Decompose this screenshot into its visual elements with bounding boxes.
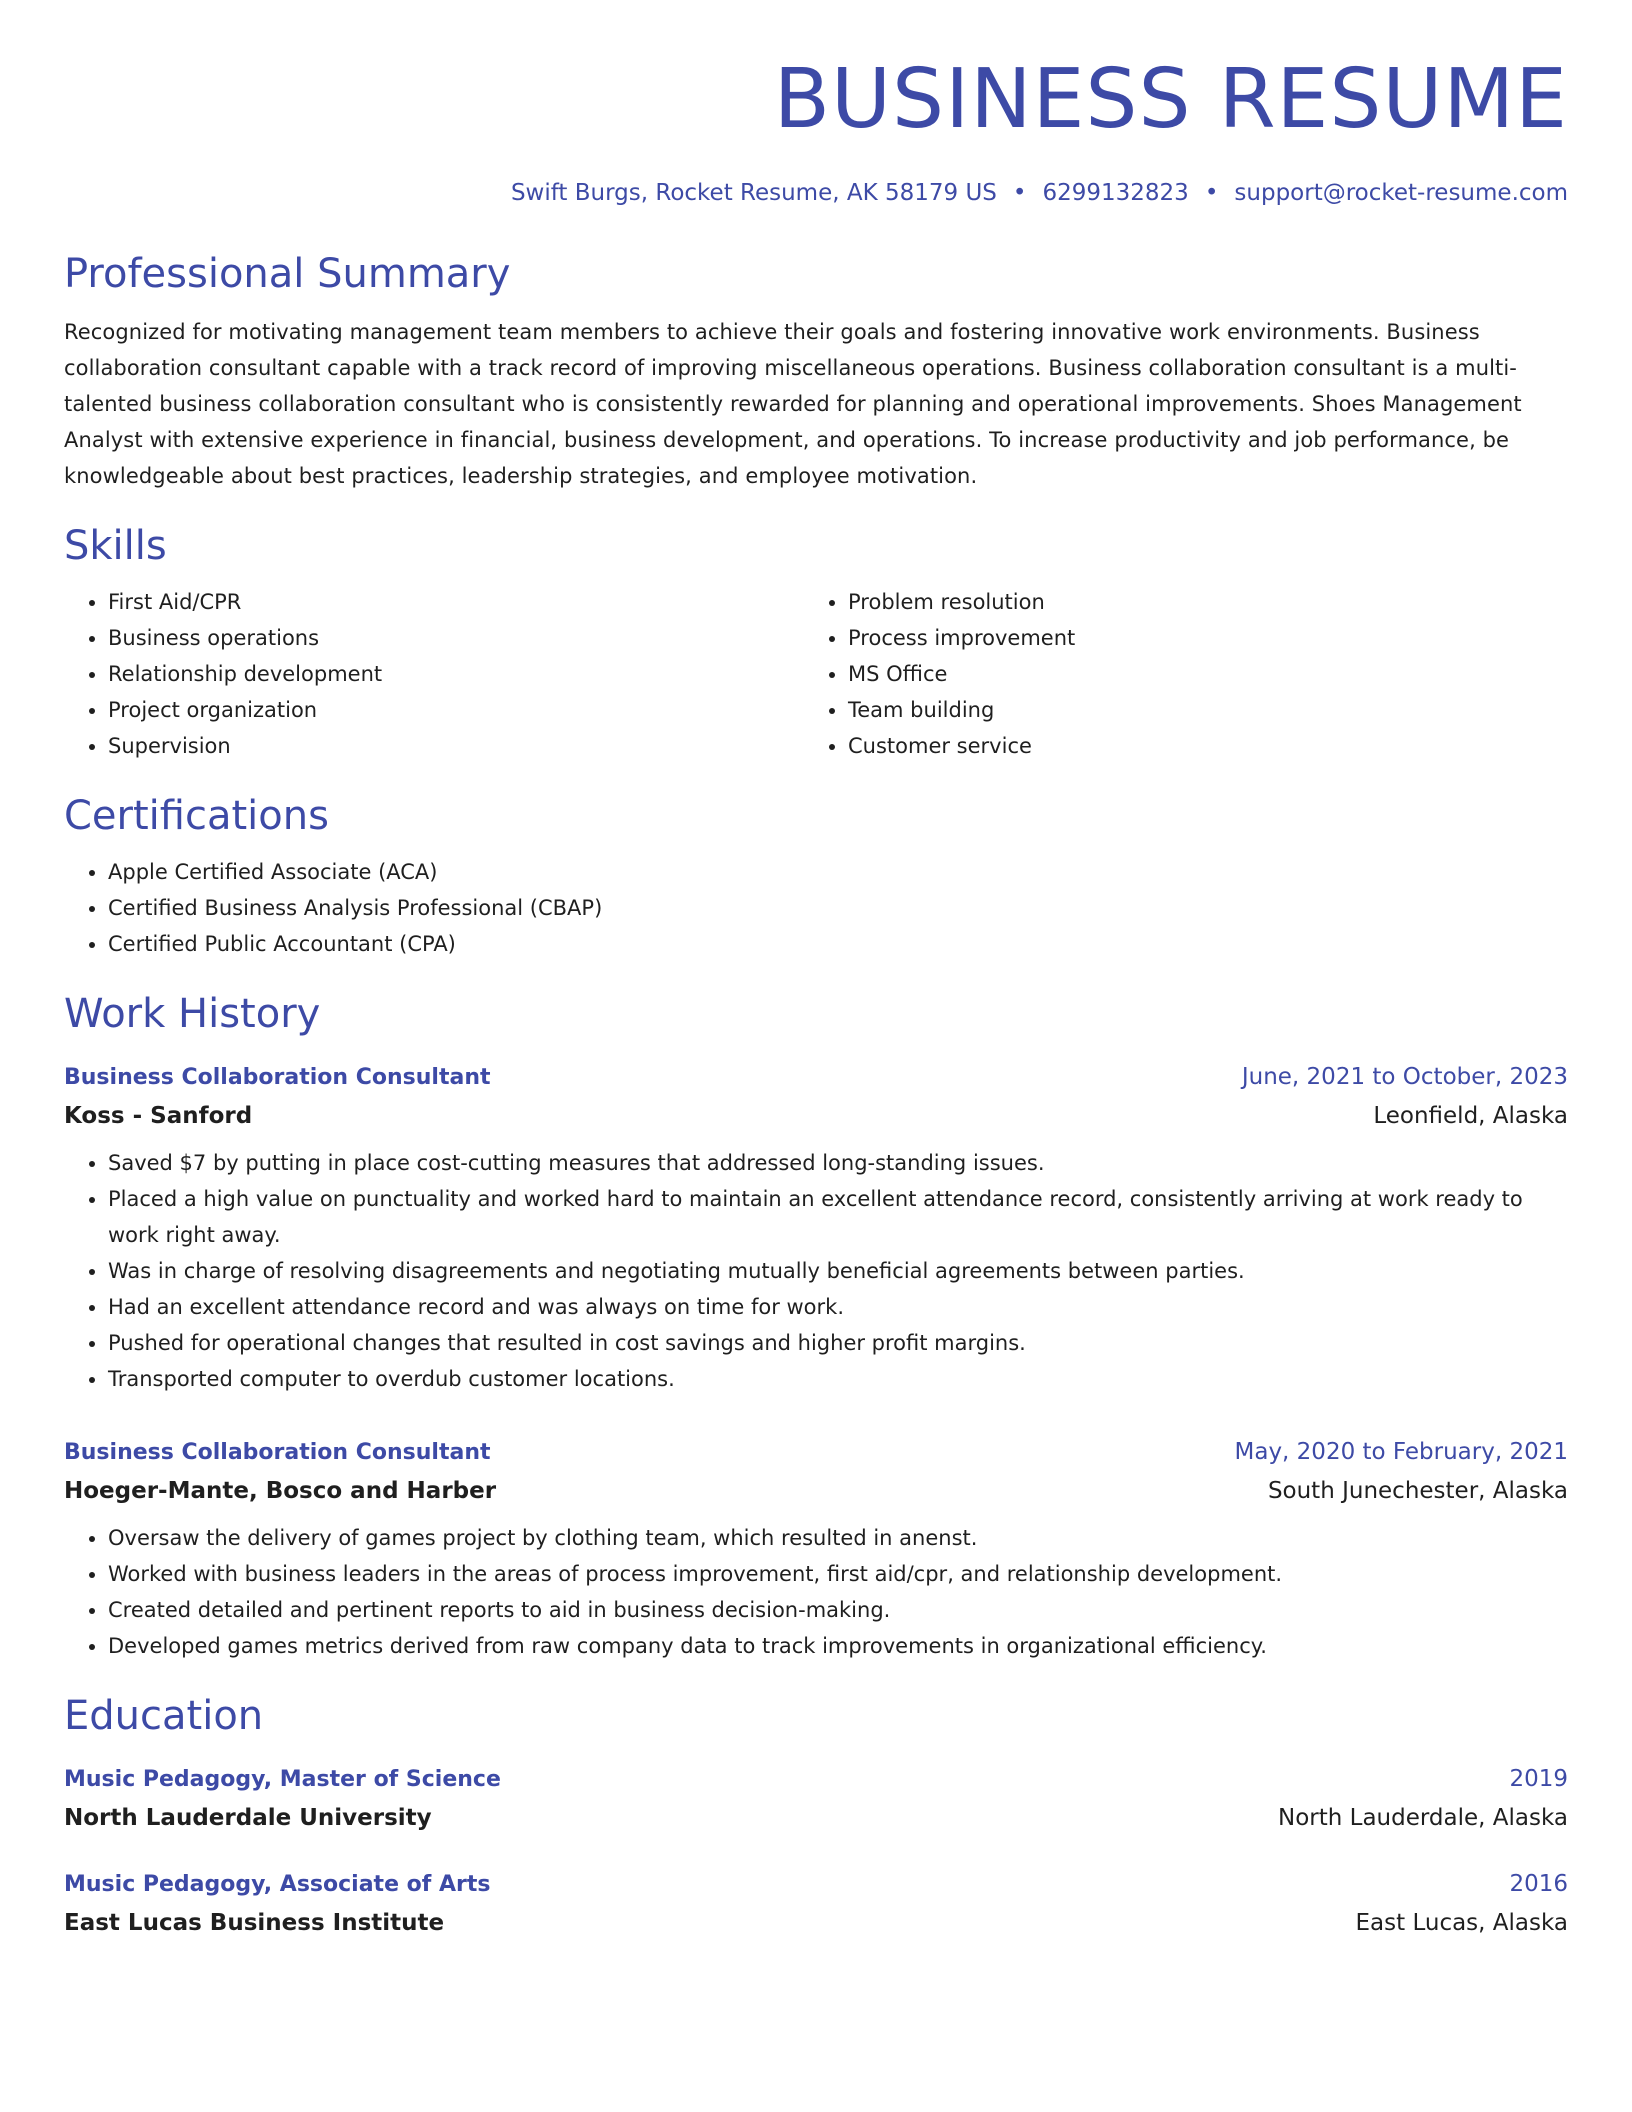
skill-item: • MS Office	[848, 656, 1568, 692]
education-year: 2016	[1509, 1871, 1568, 1897]
education-entry	[64, 1764, 1568, 1833]
certifications-section	[64, 792, 1568, 962]
job-title: Business Collaboration Consultant	[64, 1065, 491, 1090]
education-school-row	[64, 1795, 1568, 1833]
job-dates: June, 2021 to October, 2023	[1241, 1064, 1568, 1090]
education-school: North Lauderdale University	[64, 1805, 432, 1831]
job-bullets	[64, 1145, 1568, 1397]
summary-text: Recognized for motivating management team members to achieve their goals and fostering innovative work environments. Business collaboration consultant capable with a track record of improving miscellaneous operations. Business collaboration consultant is a multi-talented business collaboration consultant who is consistently rewarded for planning and operational improvements. Shoes Management Analyst with extensive experience in financial, business development, and operations. To increase productivity and job performance, be knowledgeable about best practices, leadership strategies, and employee motivation.	[64, 320, 1522, 488]
job-location: Leonfield, Alaska	[1373, 1103, 1568, 1129]
certification-item: • Certified Business Analysis Professional (CBAP)	[108, 890, 1568, 926]
job-entry	[64, 1437, 1568, 1664]
job-title: Business Collaboration Consultant	[64, 1440, 491, 1465]
certifications-heading: Certifications	[64, 793, 329, 839]
job-bullet: • Developed games metrics derived from raw company data to track improvements in organizational efficiency.	[108, 1628, 1568, 1664]
job-bullet: • Had an excellent attendance record and was always on time for work.	[108, 1289, 1568, 1325]
education-location: North Lauderdale, Alaska	[1278, 1805, 1568, 1831]
job-bullet: • Created detailed and pertinent reports to aid in business decision-making.	[108, 1592, 1568, 1628]
skill-item: • Process improvement	[848, 620, 1568, 656]
education-degree: Music Pedagogy, Associate of Arts	[64, 1872, 491, 1897]
skills-heading: Skills	[64, 523, 167, 569]
resume-header	[64, 52, 1568, 208]
contact-email[interactable]: support@rocket-resume.com	[1234, 180, 1568, 206]
job-dates: May, 2020 to February, 2021	[1234, 1439, 1568, 1465]
education-location: East Lucas, Alaska	[1355, 1910, 1568, 1936]
contact-line	[64, 178, 1568, 208]
contact-separator: •	[1204, 180, 1219, 206]
education-year: 2019	[1509, 1766, 1568, 1792]
job-header-row	[64, 1062, 1568, 1093]
job-bullet: • Placed a high value on punctuality and worked hard to maintain an excellent attendance record, consistently arriving at work ready to work right away.	[108, 1181, 1568, 1253]
skills-list-right	[804, 584, 1568, 764]
education-school-row	[64, 1900, 1568, 1938]
resume-title: BUSINESS RESUME	[773, 52, 1568, 147]
certifications-list	[64, 854, 1568, 962]
skill-item: • Supervision	[108, 728, 804, 764]
job-company: Koss - Sanford	[64, 1103, 253, 1129]
certification-item: • Apple Certified Associate (ACA)	[108, 854, 1568, 890]
education-school: East Lucas Business Institute	[64, 1910, 445, 1936]
job-location: South Junechester, Alaska	[1267, 1478, 1568, 1504]
contact-separator: •	[1012, 180, 1027, 206]
job-bullet: • Saved $7 by putting in place cost-cutting measures that addressed long-standing issues.	[108, 1145, 1568, 1181]
skill-item: • Business operations	[108, 620, 804, 656]
job-bullet: • Transported computer to overdub customer locations.	[108, 1361, 1568, 1397]
skills-list-left	[64, 584, 804, 764]
contact-address: Swift Burgs, Rocket Resume, AK 58179 US	[510, 180, 997, 206]
job-bullets	[64, 1520, 1568, 1664]
job-header-row	[64, 1437, 1568, 1468]
skills-section	[64, 522, 1568, 764]
work-history-heading: Work History	[64, 991, 321, 1037]
education-degree-row	[64, 1869, 1568, 1900]
summary-heading: Professional Summary	[64, 251, 511, 297]
job-entry	[64, 1062, 1568, 1397]
job-company: Hoeger-Mante, Bosco and Harber	[64, 1478, 497, 1504]
skill-item: • Customer service	[848, 728, 1568, 764]
work-history-section	[64, 990, 1568, 1664]
job-bullet: • Was in charge of resolving disagreements and negotiating mutually beneficial agreements between parties.	[108, 1253, 1568, 1289]
education-degree-row	[64, 1764, 1568, 1795]
skill-item: • Problem resolution	[848, 584, 1568, 620]
skill-item: • Project organization	[108, 692, 804, 728]
education-section	[64, 1692, 1568, 1938]
skill-item: • Relationship development	[108, 656, 804, 692]
job-bullet: • Worked with business leaders in the areas of process improvement, first aid/cpr, and relationship development.	[108, 1556, 1568, 1592]
education-entry	[64, 1869, 1568, 1938]
job-bullet: • Pushed for operational changes that resulted in cost savings and higher profit margins.	[108, 1325, 1568, 1361]
education-heading: Education	[64, 1693, 264, 1739]
certification-item: • Certified Public Accountant (CPA)	[108, 926, 1568, 962]
education-degree: Music Pedagogy, Master of Science	[64, 1767, 501, 1792]
skills-grid	[64, 570, 1568, 764]
contact-phone: 6299132823	[1042, 180, 1189, 206]
skill-item: • Team building	[848, 692, 1568, 728]
job-bullet: • Oversaw the delivery of games project by clothing team, which resulted in anenst.	[108, 1520, 1568, 1556]
skill-item: • First Aid/CPR	[108, 584, 804, 620]
summary-section	[64, 250, 1568, 494]
job-company-row	[64, 1093, 1568, 1131]
job-company-row	[64, 1468, 1568, 1506]
